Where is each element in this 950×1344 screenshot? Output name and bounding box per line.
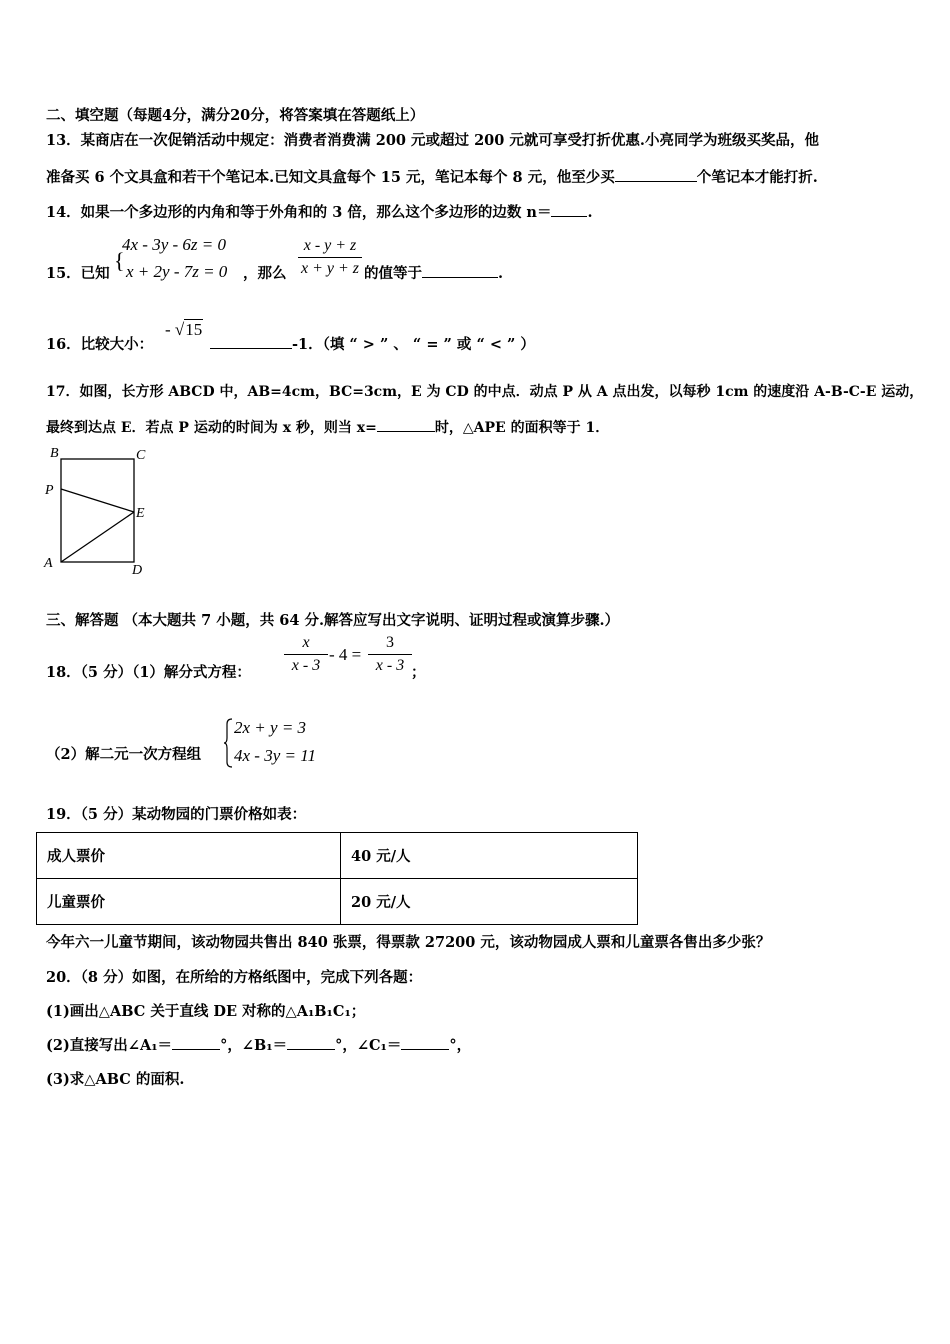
q20-part3: (3)求△ABC 的面积.	[46, 1071, 185, 1088]
q20-part2	[46, 1034, 471, 1055]
q15-frac-num: x - y + z	[303, 237, 357, 254]
ticket-price-table	[36, 832, 638, 925]
section-2-title: 二、填空题（每题4分，满分20分，将答案填在答题纸上）	[46, 107, 425, 124]
q18-fraction-1	[284, 634, 328, 675]
q15-end: .	[498, 265, 504, 282]
q16-after: -1．（填 “ > ” 、 “ = ” 或 “ < ” ）	[292, 336, 535, 353]
table-cell-label: 成人票价	[37, 833, 341, 879]
label-a: A	[44, 556, 53, 571]
q19-title: 19．（5 分）某动物园的门票价格如表：	[46, 806, 307, 823]
fraction-bar	[298, 257, 362, 258]
q15-answer-blank[interactable]	[422, 263, 498, 278]
q16-tail	[210, 333, 535, 354]
q17-line2-a: 最终到达点 E．若点 P 运动的时间为 x 秒，则当 x=	[46, 420, 377, 436]
q20-title: 20．（8 分）如图，在所给的方格纸图中，完成下列各题：	[46, 969, 423, 986]
q20-part1: (1)画出△ABC 关于直线 DE 对称的△A₁B₁C₁；	[46, 1003, 366, 1020]
q18-part1-prefix: 18．（5 分）（1）解分式方程：	[46, 664, 251, 681]
q17-line1: 17．如图，长方形 ABCD 中，AB=4cm，BC=3cm，E 为 CD 的中点．动点 P 从 A 点出发，以每秒 1cm 的速度沿 A-B-C-E 运动，	[46, 384, 924, 400]
q15-middle: ，那么	[243, 265, 287, 282]
fraction-bar	[368, 654, 412, 655]
q20-angle-a1-blank[interactable]	[172, 1035, 220, 1050]
q20-p2-c: °，∠C₁＝	[335, 1037, 402, 1054]
q16-expression	[165, 320, 203, 340]
label-p: P	[45, 483, 54, 498]
q18-sys-eq1: 2x + y = 3	[234, 718, 307, 737]
q16-answer-blank[interactable]	[210, 334, 292, 349]
q16-radicand: 15	[185, 320, 203, 339]
q18-f1-den: x - 3	[291, 657, 321, 674]
q18-sys-eq2: 4x - 3y = 11	[234, 746, 316, 765]
q18-fraction-2	[368, 634, 412, 675]
fraction-bar	[284, 654, 328, 655]
q15-eq2: x + 2y - 7z = 0	[126, 262, 228, 281]
q15-brace: {	[114, 248, 125, 273]
table-cell-price: 20 元/人	[341, 879, 638, 925]
q13-line2-b: 个笔记本才能打折.	[696, 169, 818, 186]
label-d: D	[132, 563, 143, 578]
table-cell-price: 40 元/人	[341, 833, 638, 879]
q17-line2-b: 时，△APE 的面积等于 1．	[434, 420, 610, 436]
q14-line	[46, 201, 593, 222]
system-brace-icon	[224, 718, 234, 768]
segment-ae	[61, 512, 134, 562]
q15-tail	[364, 262, 503, 283]
q15-frac-den: x + y + z	[300, 260, 360, 277]
q15-eq1: 4x - 3y - 6z = 0	[122, 235, 227, 254]
q18-f2-den: x - 3	[375, 657, 405, 674]
q18-f2-num: 3	[386, 634, 394, 651]
table-row	[37, 833, 638, 879]
q18-end: ；	[411, 664, 426, 681]
q15-prefix: 15．已知	[46, 265, 110, 282]
rectangle-abcd	[61, 459, 134, 562]
q13-line2	[46, 166, 818, 187]
q20-p2-d: °，	[449, 1037, 472, 1054]
table-cell-label: 儿童票价	[37, 879, 341, 925]
q16-prefix: 16．比较大小：	[46, 336, 154, 353]
q15-suffix: 的值等于	[364, 265, 422, 282]
table-row	[37, 879, 638, 925]
q18-middle: - 4 =	[329, 645, 362, 664]
label-e: E	[136, 506, 145, 521]
section-3-title: 三、解答题 （本大题共 7 小题，共 64 分.解答应写出文字说明、证明过程或演算步骤.）	[46, 612, 620, 629]
q16-minus: -	[165, 320, 171, 339]
q17-rectangle-figure	[40, 442, 160, 578]
q14-text-b: .	[587, 204, 593, 221]
label-c: C	[136, 448, 146, 463]
q20-p2-a: (2)直接写出∠A₁＝	[46, 1037, 173, 1054]
q13-answer-blank[interactable]	[615, 167, 697, 182]
q17-line2	[46, 417, 609, 437]
q13-line2-a: 准备买 6 个文具盒和若干个笔记本.已知文具盒每个 15 元，笔记本每个 8 元，他至少买	[46, 169, 615, 186]
q18-part2-prefix: （2）解二元一次方程组	[46, 746, 202, 763]
q20-p2-b: °，∠B₁＝	[220, 1037, 288, 1054]
q20-angle-b1-blank[interactable]	[287, 1035, 335, 1050]
segment-pe	[61, 489, 134, 512]
q13-line1: 13．某商店在一次促销活动中规定：消费者消费满 200 元或超过 200 元就可享受打折优惠.小亮同学为班级买奖品，他	[46, 132, 819, 149]
q14-text-a: 14．如果一个多边形的内角和等于外角和的 3 倍，那么这个多边形的边数 n＝	[46, 204, 552, 221]
q18-f1-num: x	[302, 634, 310, 651]
q20-angle-c1-blank[interactable]	[401, 1035, 449, 1050]
q19-question: 今年六一儿童节期间，该动物园共售出 840 张票，得票款 27200 元，该动物园成人票和儿童票各售出多少张？	[46, 934, 771, 951]
label-b: B	[50, 446, 59, 461]
q14-answer-blank[interactable]	[551, 202, 587, 217]
q17-answer-blank[interactable]	[377, 417, 435, 432]
q15-fraction	[298, 237, 362, 278]
sqrt-icon: √	[174, 320, 185, 339]
